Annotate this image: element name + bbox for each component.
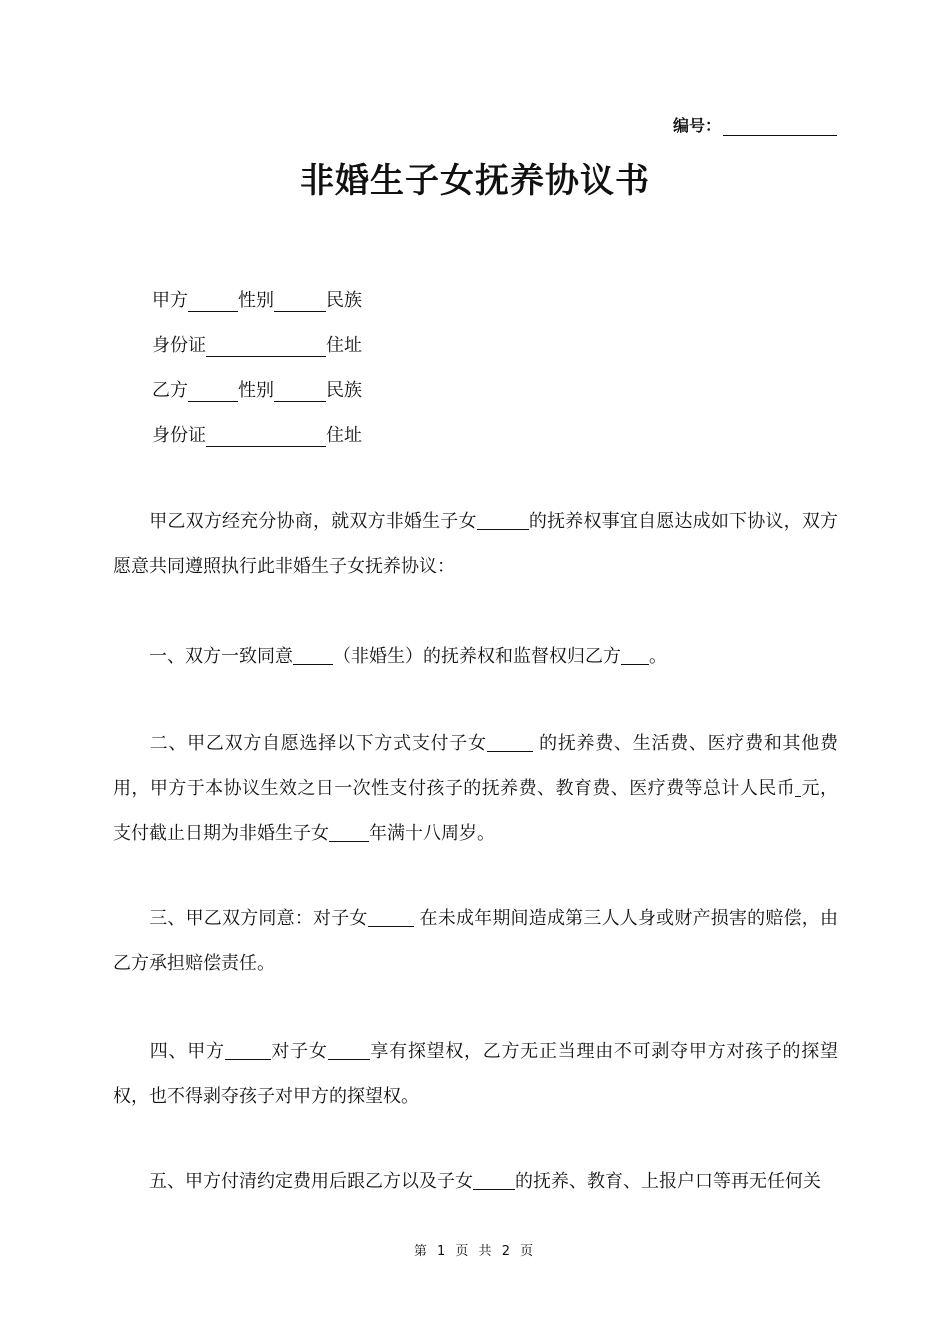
- party-b-address-label: 住址: [326, 425, 362, 446]
- clause-4-text-2: 对子女: [270, 1041, 328, 1062]
- party-b-gender-label: 性别: [238, 380, 274, 401]
- clause-3-blank: [368, 906, 414, 927]
- party-a-gender-blank: [274, 291, 326, 312]
- clause-3-text-1: 三、甲乙双方同意：对子女: [149, 908, 368, 929]
- clause-2-text-1: 二、甲乙双方自愿选择以下方式支付子女: [149, 733, 487, 754]
- clause-2-text-3: 元，支付截止日期为非婚生子女: [113, 778, 838, 844]
- clause-1-blank-2: [621, 644, 649, 665]
- party-a-address-label: 住址: [326, 335, 362, 356]
- serial-number: [673, 113, 837, 136]
- party-a-ethnicity-label: 民族: [326, 290, 362, 311]
- party-b-gender-blank: [274, 381, 326, 402]
- intro-child-blank: [477, 509, 529, 530]
- clause-4-blank-2: [328, 1039, 370, 1060]
- party-a-name-blank: [188, 291, 238, 312]
- clause-1-text-1: 一、双方一致同意: [149, 646, 293, 667]
- clause-2-text-4: 年满十八周岁。: [369, 823, 495, 844]
- clause-5: [113, 1159, 838, 1204]
- clause-5-text-1: 五、甲方付清约定费用后跟乙方以及子女: [149, 1171, 473, 1192]
- party-a-id-blank: [206, 336, 326, 357]
- party-b-id-blank: [206, 426, 326, 447]
- serial-label: 编号：: [672, 116, 721, 135]
- clause-2-blank-2: [329, 821, 369, 842]
- intro-paragraph: [113, 499, 838, 589]
- clause-4: [113, 1029, 838, 1119]
- clause-2: [113, 721, 838, 856]
- intro-text-2: 的抚养权事宜自愿达成如下协议，双方愿意共同遵照执行此非婚生子女抚养协议：: [113, 511, 839, 577]
- clause-4-text-3: 享有探望权，乙方无正当理由不可剥夺甲方对孩子的探望权，也不得剥夺孩子对甲方的探望权。: [113, 1041, 839, 1107]
- party-b-name-blank: [188, 381, 238, 402]
- clause-3-text-2: 在未成年期间造成第三人人身或财产损害的赔偿，由乙方承担赔偿责任。: [113, 908, 838, 974]
- intro-text-1: 甲乙双方经充分协商，就双方非婚生子女: [149, 511, 477, 532]
- clause-1-text-3: 。: [649, 646, 667, 667]
- party-b-line: [152, 376, 362, 402]
- clause-5-text-2: 的抚养、教育、上报户口等再无任何关: [515, 1171, 821, 1192]
- clause-1-blank-1: [293, 644, 333, 665]
- party-a-line: [152, 286, 362, 312]
- clause-4-text-1: 四、甲方: [149, 1041, 225, 1062]
- clause-1: [113, 634, 838, 679]
- clause-4-blank-1: [225, 1039, 271, 1060]
- clause-1-text-2: （非婚生）的抚养权和监督权归乙方: [333, 646, 621, 667]
- party-b-id-label: 身份证: [152, 425, 206, 446]
- clause-2-blank-1: [487, 731, 533, 752]
- party-a-gender-label: 性别: [238, 290, 274, 311]
- party-b-ethnicity-label: 民族: [326, 380, 362, 401]
- party-b-label: 乙方: [152, 380, 188, 401]
- serial-blank: [723, 117, 837, 136]
- party-a-id-line: [152, 331, 362, 357]
- party-a-id-label: 身份证: [152, 335, 206, 356]
- page-footer: 第 1 页 共 2 页: [413, 1244, 537, 1259]
- clause-3: [113, 896, 838, 986]
- clause-2-text-2: 的抚养费、生活费、医疗费和其他费用，甲方于本协议生效之日一次性支付孩子的抚养费、教育费、医疗费等总计人民币: [113, 733, 838, 799]
- document-title: 非婚生子女抚养协议书: [300, 161, 650, 201]
- party-a-label: 甲方: [152, 290, 188, 311]
- party-b-id-line: [152, 421, 362, 447]
- clause-5-blank: [473, 1169, 515, 1190]
